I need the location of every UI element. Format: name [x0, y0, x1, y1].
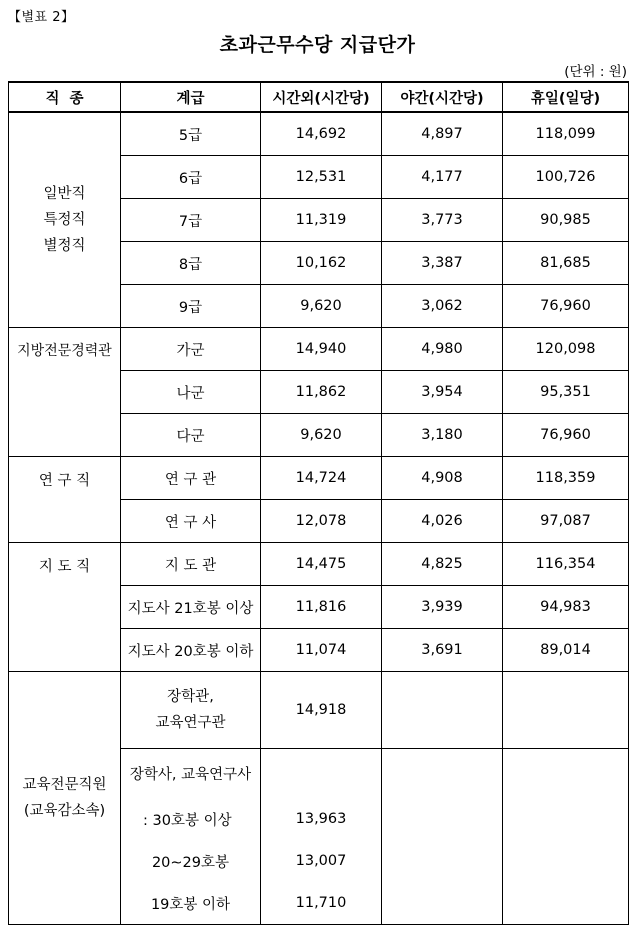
table-row: [9, 543, 629, 586]
grade-cell: 연 구 관: [121, 457, 261, 500]
grade-line: : 30호봉 이상: [143, 812, 232, 829]
table-row: [9, 112, 629, 156]
header-holiday: 휴일(일당): [503, 82, 629, 112]
night-cell: [382, 672, 503, 749]
header-row: [9, 82, 629, 112]
holiday-cell: 120,098: [503, 328, 629, 371]
holiday-cell: 95,351: [503, 371, 629, 414]
overtime-cell: 12,078: [261, 500, 382, 543]
category-line: 별정직: [43, 238, 86, 254]
grade-line: 20∼29호봉: [151, 854, 230, 871]
grade-cell: 나군: [121, 371, 261, 414]
allowance-table: [8, 81, 629, 925]
grade-cell: 다군: [121, 414, 261, 457]
night-cell: 4,908: [382, 457, 503, 500]
overtime-cell: 12,531: [261, 156, 382, 199]
night-cell: 4,177: [382, 156, 503, 199]
table-row: [9, 328, 629, 371]
overtime-line: 11,710: [295, 895, 347, 911]
overtime-line: [261, 749, 381, 798]
holiday-cell: 81,685: [503, 242, 629, 285]
grade-cell: 지 도 관: [121, 543, 261, 586]
overtime-cell: 10,162: [261, 242, 382, 285]
header-grade: 계급: [121, 82, 261, 112]
header-night: 야간(시간당): [382, 82, 503, 112]
night-cell: 4,897: [382, 112, 503, 156]
grade-cell: 지도사 21호봉 이상: [121, 586, 261, 629]
grade-cell: 6급: [121, 156, 261, 199]
night-cell: 3,180: [382, 414, 503, 457]
grade-cell: 7급: [121, 199, 261, 242]
night-cell: 3,939: [382, 586, 503, 629]
grade-line: 장학사, 교육연구사: [129, 767, 252, 783]
holiday-cell: [503, 672, 629, 749]
category-cell: [9, 112, 121, 328]
night-cell: [382, 749, 503, 925]
table-row: [9, 672, 629, 749]
holiday-cell: 90,985: [503, 199, 629, 242]
overtime-cell: 9,620: [261, 414, 382, 457]
holiday-cell: 89,014: [503, 629, 629, 672]
page-title: 초과근무수당 지급단가: [219, 34, 416, 56]
grade-line: 19호봉 이하: [150, 896, 231, 913]
holiday-cell: 76,960: [503, 285, 629, 328]
category-line: 특정직: [43, 212, 86, 228]
night-cell: 3,062: [382, 285, 503, 328]
category-cell: 지방전문경력관: [9, 328, 121, 457]
holiday-cell: 76,960: [503, 414, 629, 457]
overtime-cell: 11,074: [261, 629, 382, 672]
overtime-cell: 14,692: [261, 112, 382, 156]
grade-cell: 연 구 사: [121, 500, 261, 543]
night-cell: 3,773: [382, 199, 503, 242]
holiday-cell: 94,983: [503, 586, 629, 629]
night-cell: 3,387: [382, 242, 503, 285]
overtime-cell: [261, 749, 382, 925]
overtime-cell: 14,475: [261, 543, 382, 586]
header-category: 직 종: [9, 82, 121, 112]
holiday-cell: 118,099: [503, 112, 629, 156]
night-cell: 3,954: [382, 371, 503, 414]
grade-line: 장학관,: [167, 689, 214, 705]
overtime-cell: 14,918: [261, 672, 382, 749]
grade-cell: [121, 672, 261, 749]
grade-cell: 8급: [121, 242, 261, 285]
grade-line: 교육연구관: [155, 715, 226, 731]
category-line: 일반직: [43, 186, 86, 202]
grade-cell: 9급: [121, 285, 261, 328]
holiday-cell: 97,087: [503, 500, 629, 543]
overtime-cell: 11,816: [261, 586, 382, 629]
category-cell: 연 구 직: [9, 457, 121, 543]
overtime-cell: 14,940: [261, 328, 382, 371]
night-cell: 4,980: [382, 328, 503, 371]
category-line: (교육감소속): [23, 803, 106, 819]
category-cell: 지 도 직: [9, 543, 121, 672]
overtime-cell: 11,319: [261, 199, 382, 242]
overtime-line: 13,963: [295, 811, 347, 827]
overtime-cell: 11,862: [261, 371, 382, 414]
grade-cell: [121, 749, 261, 925]
night-cell: 3,691: [382, 629, 503, 672]
overtime-line: 13,007: [295, 853, 347, 869]
night-cell: 4,825: [382, 543, 503, 586]
holiday-cell: 116,354: [503, 543, 629, 586]
holiday-cell: [503, 749, 629, 925]
holiday-cell: 118,359: [503, 457, 629, 500]
header-overtime: 시간외(시간당): [261, 82, 382, 112]
overtime-cell: 9,620: [261, 285, 382, 328]
appendix-tag: 【별표 2】: [8, 10, 75, 25]
holiday-cell: 100,726: [503, 156, 629, 199]
grade-cell: 가군: [121, 328, 261, 371]
table-row: [9, 457, 629, 500]
overtime-cell: 14,724: [261, 457, 382, 500]
grade-cell: 지도사 20호봉 이하: [121, 629, 261, 672]
category-line: 교육전문직원: [22, 777, 107, 793]
grade-cell: 5급: [121, 112, 261, 156]
night-cell: 4,026: [382, 500, 503, 543]
category-cell: [9, 672, 121, 925]
unit-note: (단위 : 원): [564, 64, 627, 80]
